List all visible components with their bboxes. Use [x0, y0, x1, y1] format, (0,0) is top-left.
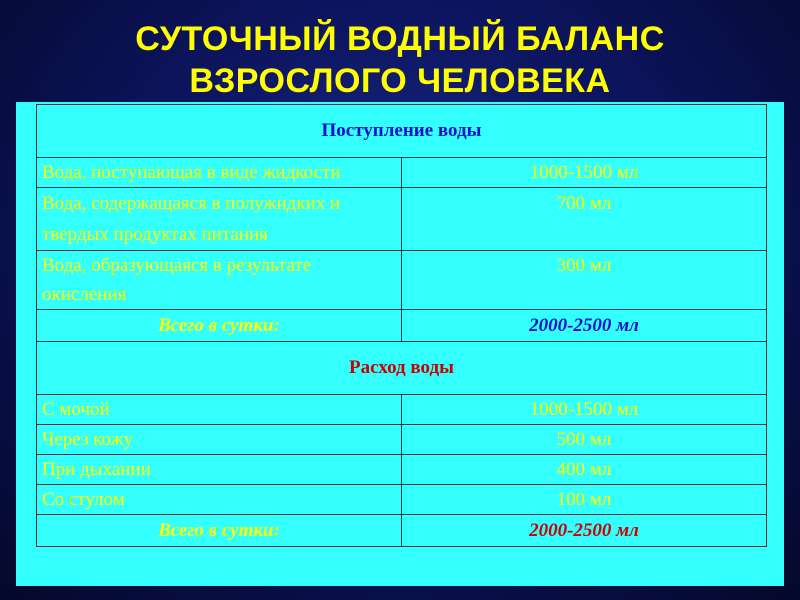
table-row [37, 455, 767, 485]
intake-total-label: Всего в сутки: [37, 310, 402, 342]
output-value-stool: 100 мл [402, 485, 767, 515]
title-line-1: СУТОЧНЫЙ ВОДНЫЙ БАЛАНС [135, 20, 665, 58]
output-label-breathing: При дыхании [37, 455, 402, 485]
intake-label-oxidation: Вода, образующаяся в результате окисления [37, 251, 402, 310]
water-balance-table [36, 104, 767, 547]
table-panel [16, 102, 784, 586]
table-row [37, 395, 767, 425]
table-row [37, 425, 767, 455]
slide-title [0, 18, 800, 102]
output-header-row [37, 342, 767, 395]
output-value-urine: 1000-1500 мл [402, 395, 767, 425]
output-value-breathing: 400 мл [402, 455, 767, 485]
intake-label-food: Вода, содержащаяся в полужидких и твердых продуктах питания [37, 188, 402, 251]
table-row [37, 158, 767, 188]
intake-total-row [37, 310, 767, 342]
table-row [37, 188, 767, 251]
intake-total-value: 2000-2500 мл [402, 310, 767, 342]
output-label-skin: Через кожу [37, 425, 402, 455]
output-value-skin: 500 мл [402, 425, 767, 455]
table-row [37, 251, 767, 310]
output-label-stool: Со стулом [37, 485, 402, 515]
output-total-label: Всего в сутки: [37, 515, 402, 547]
intake-header: Поступление воды [37, 105, 767, 158]
output-header: Расход воды [37, 342, 767, 395]
table-row [37, 485, 767, 515]
intake-value-liquid: 1000-1500 мл [402, 158, 767, 188]
output-total-value: 2000-2500 мл [402, 515, 767, 547]
intake-header-row [37, 105, 767, 158]
output-total-row [37, 515, 767, 547]
intake-value-oxidation: 300 мл [402, 251, 767, 310]
intake-label-liquid: Вода, поступающая в виде жидкости [37, 158, 402, 188]
title-line-2: ВЗРОСЛОГО ЧЕЛОВЕКА [189, 62, 611, 100]
output-label-urine: С мочой [37, 395, 402, 425]
intake-value-food: 700 мл [402, 188, 767, 251]
